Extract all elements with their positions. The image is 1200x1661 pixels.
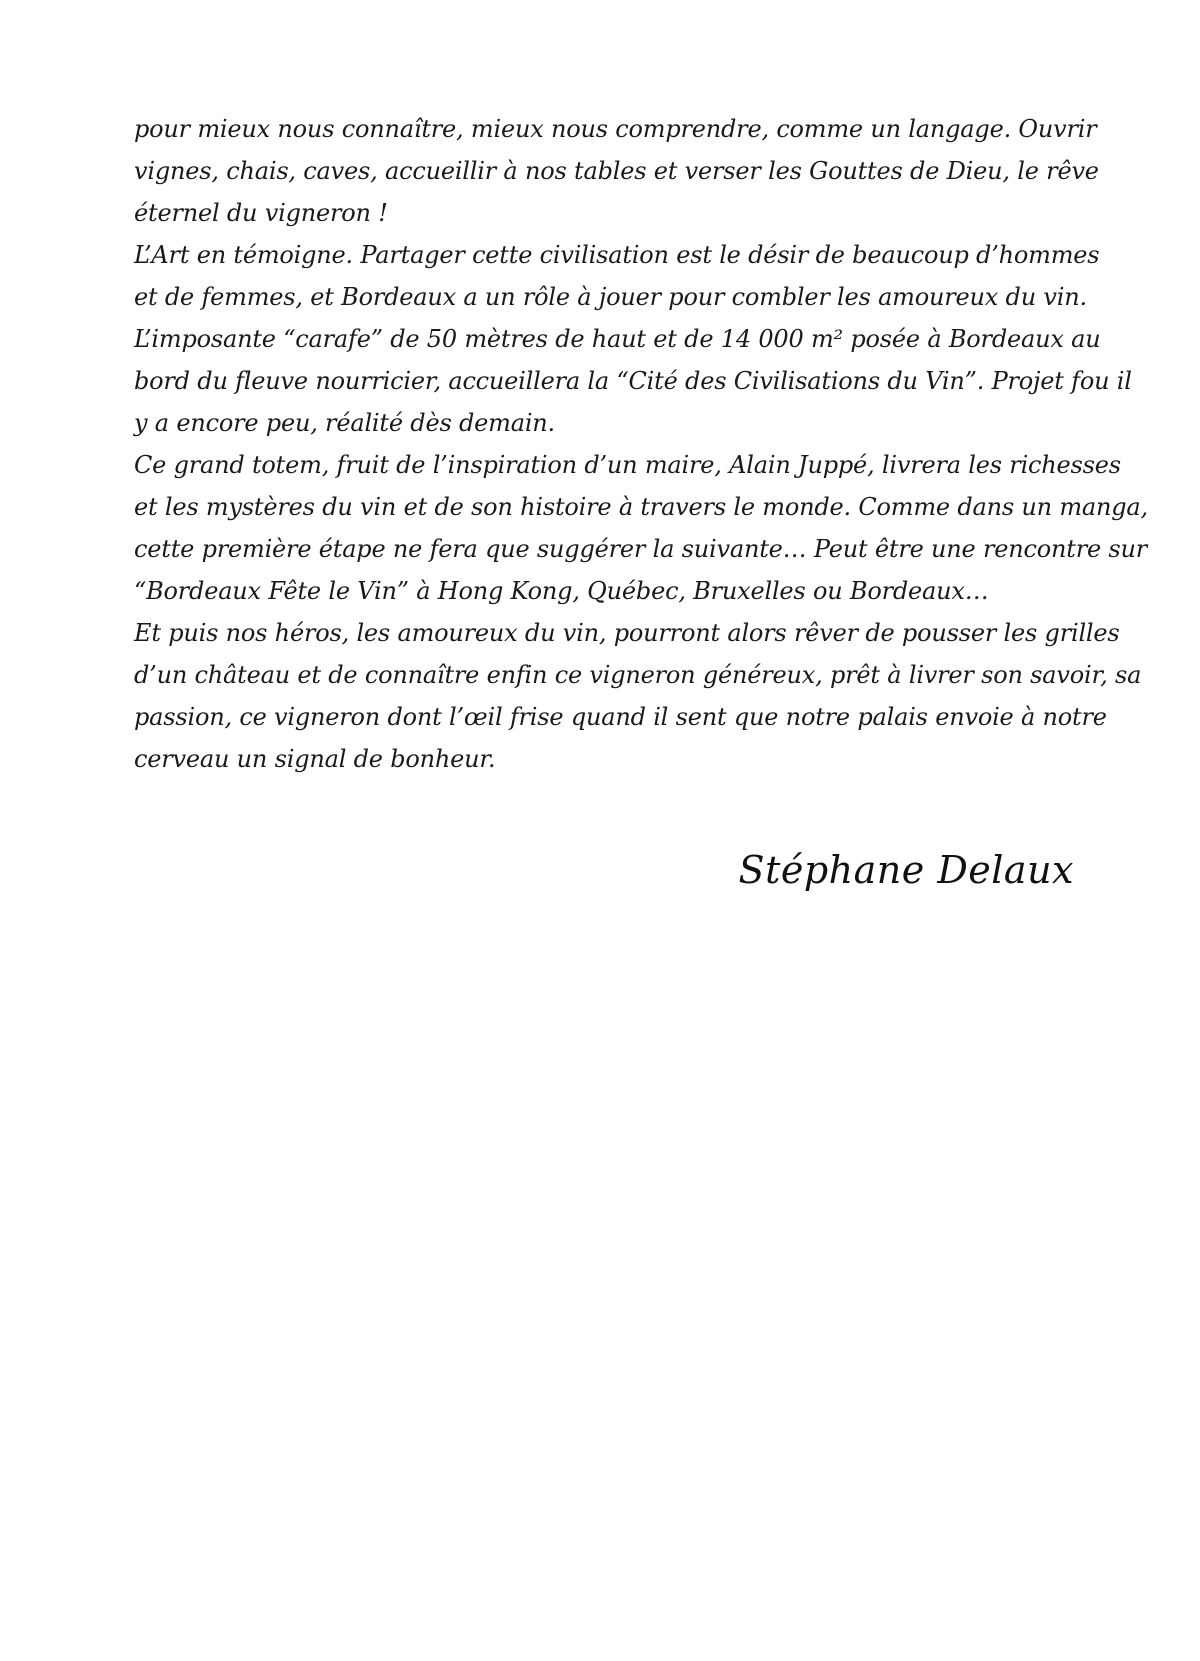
text-line: et de femmes, et Bordeaux a un rôle à jouer pour combler les amoureux du vin. [134,283,1087,311]
text-line: bord du fleuve nourricier, accueillera la “Cité des Civilisations du Vin”. Projet fou il [134,367,1132,395]
signature: Stéphane Delaux [738,848,1074,892]
text-line: et les mystères du vin et de son histoire à travers le monde. Comme dans un manga, [134,493,1148,521]
letter-body [134,108,1148,780]
text-line: “Bordeaux Fête le Vin” à Hong Kong, Québec, Bruxelles ou Bordeaux… [134,577,989,605]
text-line: L’Art en témoigne. Partager cette civilisation est le désir de beaucoup d’hommes [134,241,1100,269]
text-line: Et puis nos héros, les amoureux du vin, pourront alors rêver de pousser les grilles [134,619,1120,647]
text-line: vignes, chais, caves, accueillir à nos tables et verser les Gouttes de Dieu, le rêve [134,157,1099,185]
text-line: cerveau un signal de bonheur. [134,745,496,773]
text-line: cette première étape ne fera que suggérer la suivante… Peut être une rencontre sur [134,535,1148,563]
text-line: Ce grand totem, fruit de l’inspiration d’un maire, Alain Juppé, livrera les richesses [134,451,1121,479]
text-line: pour mieux nous connaître, mieux nous comprendre, comme un langage. Ouvrir [134,115,1097,143]
text-line: L’imposante “carafe” de 50 mètres de haut et de 14 000 m² posée à Bordeaux au [134,325,1101,353]
text-line: passion, ce vigneron dont l’œil frise quand il sent que notre palais envoie à notre [134,703,1107,731]
text-line: d’un château et de connaître enfin ce vigneron généreux, prêt à livrer son savoir, sa [134,661,1142,689]
text-line: y a encore peu, réalité dès demain. [134,409,555,437]
text-line: éternel du vigneron ! [134,199,388,227]
